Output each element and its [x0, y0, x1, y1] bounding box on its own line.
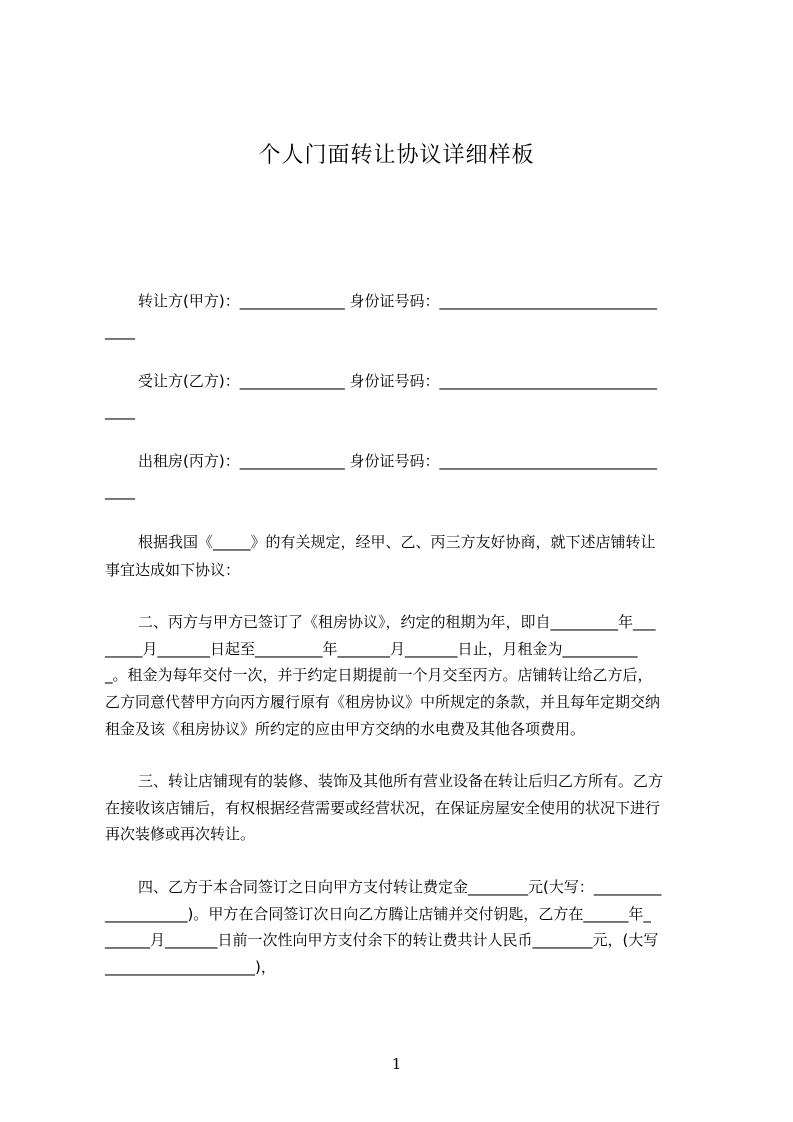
page-number: 1 — [391, 1055, 402, 1073]
clause3-line-3: 再次装修或再次转让。 — [105, 825, 256, 843]
party-transferor-line: 转让方(甲方)：______________ 身份证号码：_____________________________ — [138, 292, 657, 310]
document-title: 个人门面转让协议详细样板 — [258, 143, 535, 168]
intro-line-2: 事宜达成如下协议： — [105, 561, 241, 579]
clause3-line-1: 三、转让店铺现有的装修、装饰及其他所有营业设备在转让后归乙方所有。乙方 — [138, 772, 664, 790]
intro-line-1: 根据我国《_____》的有关规定，经甲、乙、丙三方友好协商，就下述店铺转让 — [138, 533, 656, 551]
party-transferee-continuation: ____ — [105, 402, 135, 420]
clause2-line-2: _____月_______日起至_________年_______月_______日止，月租金为__________ — [105, 640, 638, 658]
clause4-line-3: ______月_______日前一次性向甲方支付余下的转让费共计人民币________元，(大写 — [105, 931, 659, 949]
party-lessor-line: 出租房(丙方)：______________ 身份证号码：_____________________________ — [138, 452, 657, 470]
clause2-line-4: 乙方同意代替甲方向丙方履行原有《租房协议》中所规定的条款，并且每年定期交纳 — [105, 693, 661, 711]
party-lessor-continuation: ____ — [105, 482, 135, 500]
clause2-line-3: _。租金为每年交付一次，并于约定日期提前一个月交至丙方。店铺转让给乙方后， — [105, 666, 653, 684]
clause4-line-1: 四、乙方于本合同签订之日向甲方支付转让费定金________元(大写：_________ — [138, 878, 662, 896]
clause4-line-2: ___________)。甲方在合同签订次日向乙方腾让店铺并交付钥匙，乙方在______年_ — [105, 905, 651, 923]
clause2-line-1: 二、丙方与甲方已签订了《租房协议》，约定的租期为年，即自_________年___ — [138, 613, 656, 631]
clause2-line-5: 租金及该《租房协议》所约定的应由甲方交纳的水电费及其他各项费用。 — [105, 720, 586, 738]
clause3-line-2: 在接收该店铺后，有权根据经营需要或经营状况，在保证房屋安全使用的状况下进行 — [105, 799, 661, 817]
clause4-line-4: ____________________)， — [105, 958, 276, 976]
party-transferor-continuation: ____ — [105, 322, 135, 340]
party-transferee-line: 受让方(乙方)：______________ 身份证号码：_____________________________ — [138, 372, 657, 390]
